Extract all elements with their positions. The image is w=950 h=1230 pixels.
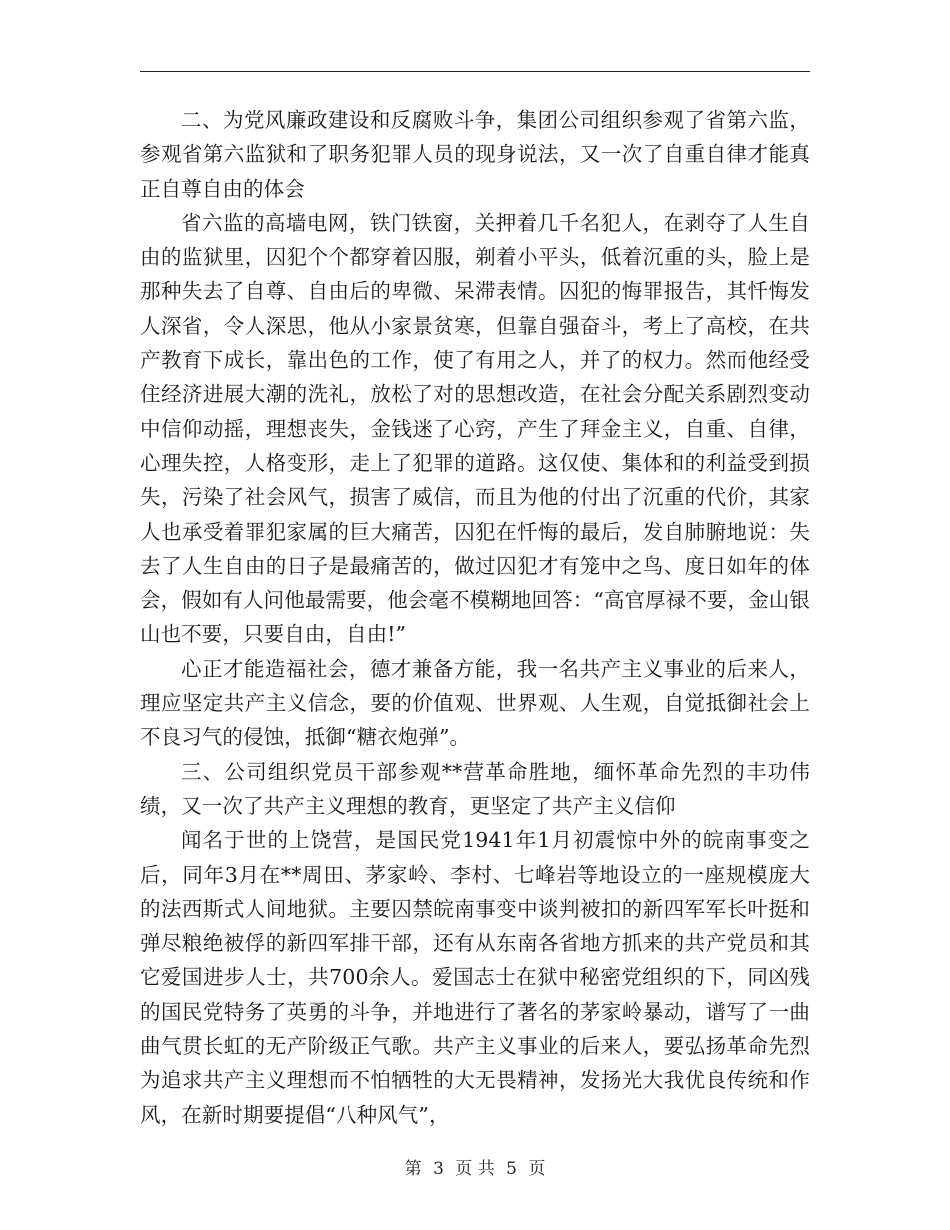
paragraph-section-two-heading: 二、为党风廉政建设和反腐败斗争，集团公司组织参观了省第六监，参观省第六监狱和了职务犯罪人员的现身说法，又一次了自重自律才能真正自尊自由的体会 xyxy=(140,108,810,201)
page-footer xyxy=(0,1154,950,1179)
footer-prefix: 第 xyxy=(404,1159,422,1179)
footer-middle: 页 共 xyxy=(455,1159,495,1179)
header-rule xyxy=(140,71,810,72)
paragraph-revolutionary-site: 闻名于世的上饶营，是国民党1941年1月初震惊中外的皖南事变之后，同年3月在**周田、茅家岭、李村、七峰岩等地设立的一座规模庞大的法西斯式人间地狱。主要囚禁皖南事变中谈判被扣的新四军军长叶挺和弹尽粮绝被俘的新四军排干部，还有从东南各省地方抓来的共产党员和其它爱国进步人士，共700余人。爱国志士在狱中秘密党组织的下，同凶残的国民党特务了英勇的斗争，并地进行了著名的茅家岭暴动，谱写了一曲曲气贯长虹的无产阶级正气歌。共产主义事业的后来人，要弘扬革命先烈为追求共产主义理想而不怕牺牲的大无畏精神，发扬光大我优良传统和作风，在新时期要提倡“八种风气”， xyxy=(140,828,810,1127)
paragraph-section-three-heading: 三、公司组织党员干部参观**营革命胜地，缅怀革命先烈的丰功伟绩，又一次了共产主义理想的教育，更坚定了共产主义信仰 xyxy=(140,759,810,818)
paragraph-reflection: 心正才能造福社会，德才兼备方能，我一名共产主义事业的后来人，理应坚定共产主义信念，要的价值观、世界观、人生观，自觉抵御社会上不良习气的侵蚀，抵御“糖衣炮弹”。 xyxy=(140,656,810,750)
footer-total-pages: 5 xyxy=(506,1159,517,1179)
footer-suffix: 页 xyxy=(528,1159,546,1179)
paragraph-prison-visit: 省六监的高墙电网，铁门铁窗，关押着几千名犯人，在剥夺了人生自由的监狱里，囚犯个个都穿着囚服，剃着小平头，低着沉重的头，脸上是那种失去了自尊、自由后的卑微、呆滞表情。囚犯的悔罪报告，其忏悔发人深省，令人深思，他从小家景贫寒，但靠自强奋斗，考上了高校，在共产教育下成长，靠出色的工作，使了有用之人，并了的权力。然而他经受住经济进展大潮的洗礼，放松了对的思想改造，在社会分配关系剧烈变动中信仰动摇，理想丧失，金钱迷了心窍，产生了拜金主义，自重、自律，心理失控，人格变形，走上了犯罪的道路。这仅使、集体和的利益受到损失，污染了社会风气，损害了威信，而且为他的付出了沉重的代价，其家人也承受着罪犯家属的巨大痛苦，囚犯在忏悔的最后，发自肺腑地说：失去了人生自由的日子是最痛苦的，做过囚犯才有笼中之鸟、度日如年的体会，假如有人问他最需要，他会毫不模糊地回答：“高官厚禄不要，金山银山也不要，只要自由，自由!” xyxy=(140,210,810,647)
footer-current-page: 3 xyxy=(433,1159,444,1179)
document-body xyxy=(140,103,810,1132)
